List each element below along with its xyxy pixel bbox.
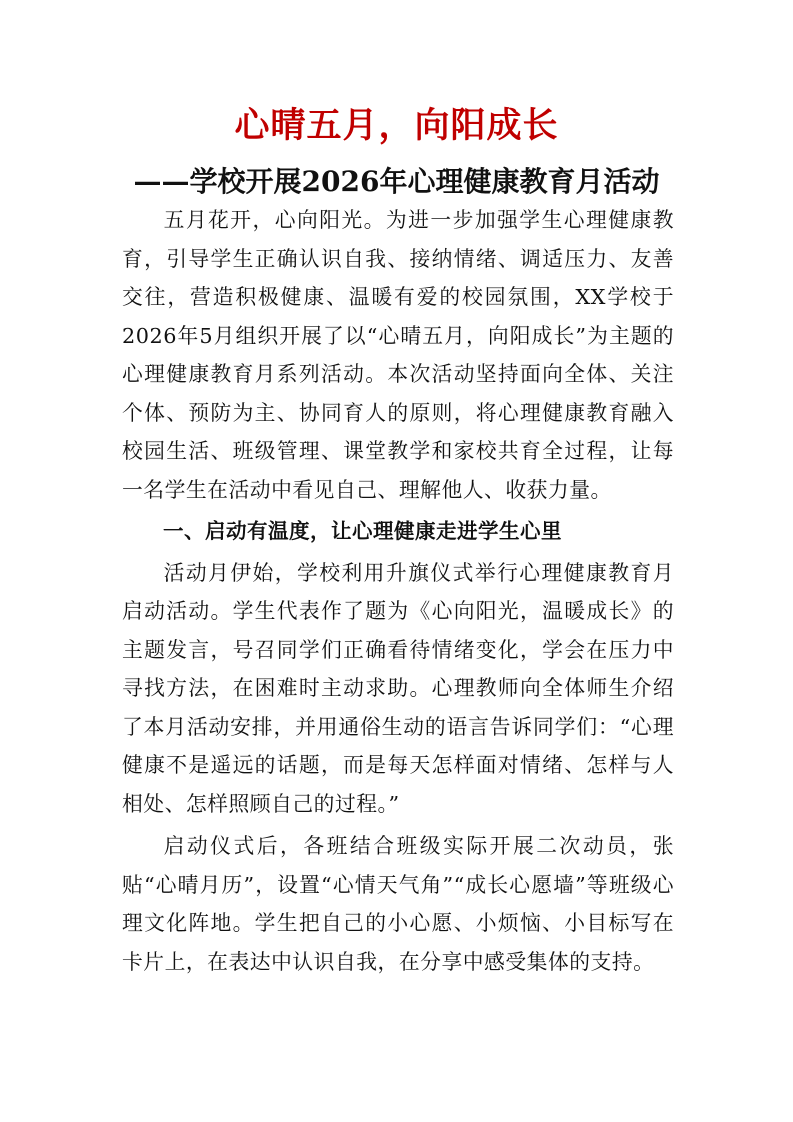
document-title: 心晴五月，向阳成长: [234, 106, 559, 146]
section-1-paragraph-2: 启动仪式后，各班结合班级实际开展二次动员，张贴“心晴月历”，设置“心情天气角”“成长心愿墙”等班级心理文化阵地。学生把自己的小心愿、小烦恼、小目标写在卡片上，在表达中认识自我，在分享中感受集体的支持。: [122, 834, 674, 974]
document-body: [122, 201, 674, 981]
section-1-paragraph-1: 活动月伊始，学校利用升旗仪式举行心理健康教育月启动活动。学生代表作了题为《心向阳光，温暖成长》的主题发言，号召同学们正确看待情绪变化，学会在压力中寻找方法，在困难时主动求助。心理教师向全体师生介绍了本月活动安排，并用通俗生动的语言告诉同学们：“心理健康不是遥远的话题，而是每天怎样面对情绪、怎样与人相处、怎样照顾自己的过程。”: [122, 560, 674, 816]
section-heading-1: 一、启动有温度，让心理健康走进学生心里: [163, 519, 562, 543]
document-subtitle: ——学校开展2026年心理健康教育月活动: [133, 165, 660, 198]
intro-paragraph: 五月花开，心向阳光。为进一步加强学生心理健康教育，引导学生正确认识自我、接纳情绪、调适压力、友善交往，营造积极健康、温暖有爱的校园氛围，XX学校于2026年5月组织开展了以“心晴五月，向阳成长”为主题的心理健康教育月系列活动。本次活动坚持面向全体、关注个体、预防为主、协同育人的原则，将心理健康教育融入校园生活、班级管理、课堂教学和家校共育全过程，让每一名学生在活动中看见自己、理解他人、收获力量。: [122, 208, 674, 502]
